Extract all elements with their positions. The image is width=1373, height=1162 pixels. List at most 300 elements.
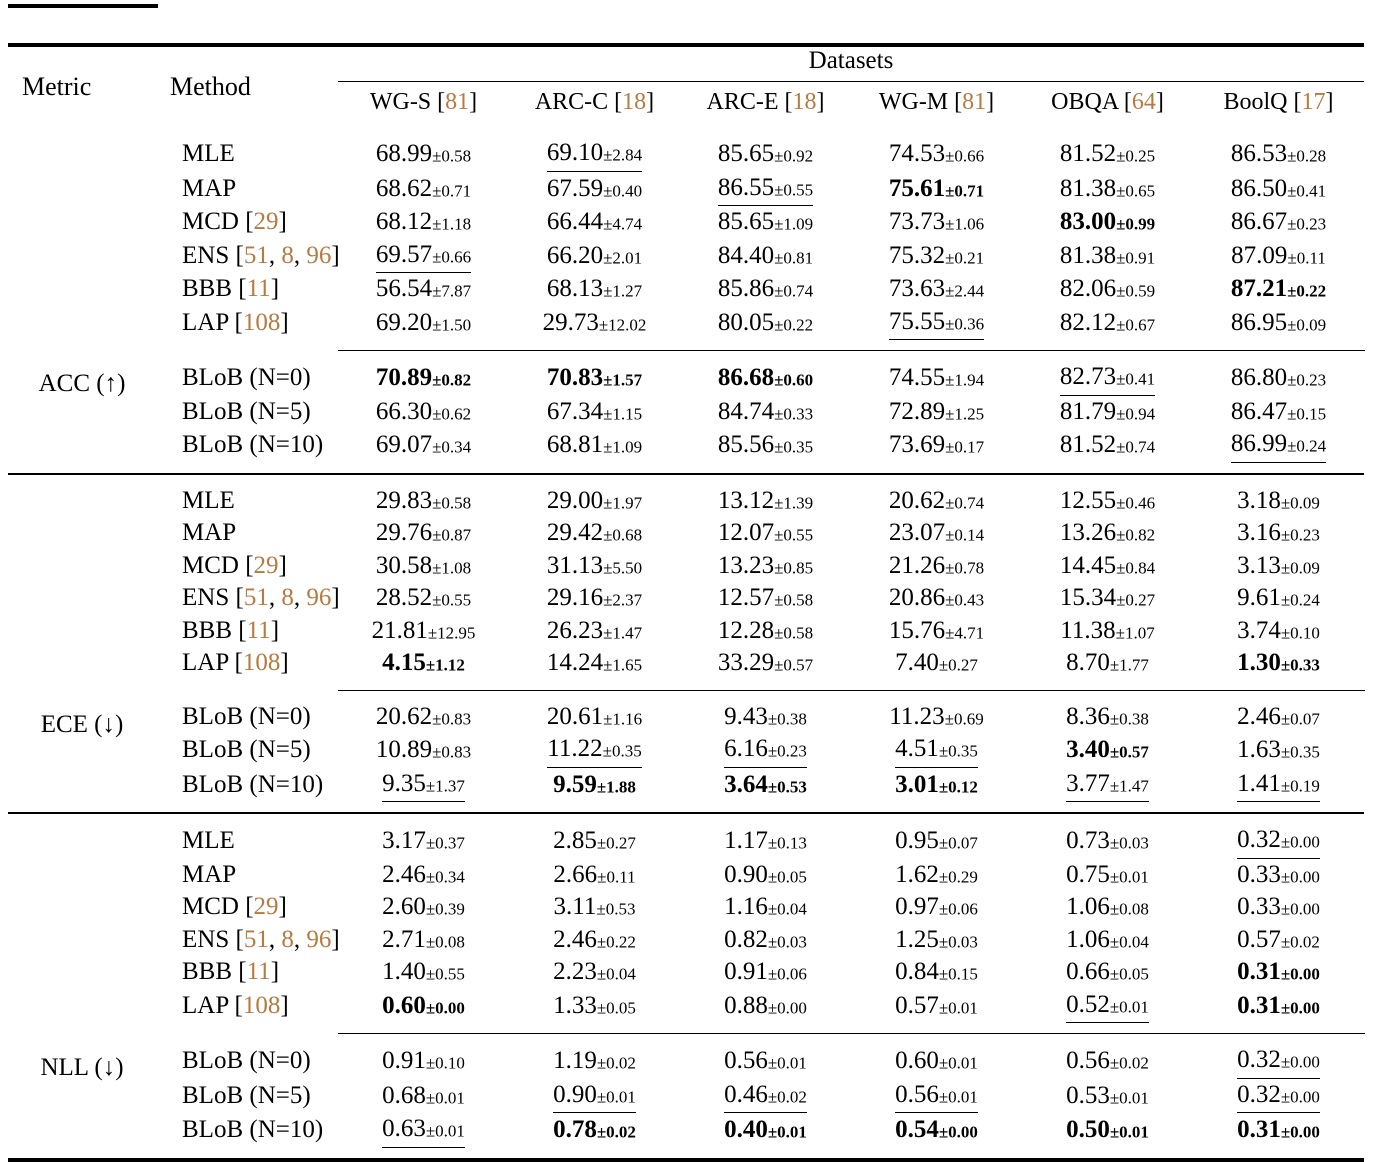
value-cell [1193, 517, 1364, 550]
table-row [8, 1113, 1365, 1160]
method-label: MLE [182, 486, 235, 514]
value-text: 75.61±0.71 [888, 174, 985, 202]
value-text: 0.33±0.00 [1237, 893, 1320, 920]
value-cell [338, 768, 509, 814]
header-metric: Metric [22, 72, 92, 101]
dataset-name: BoolQ [1223, 89, 1294, 115]
value-text: 86.53±0.28 [1230, 140, 1327, 167]
value-cell [1022, 859, 1193, 892]
method-label: BLoB (N=5) [182, 397, 311, 425]
value-text: 13.12±1.39 [717, 486, 814, 514]
value-cell [851, 306, 1022, 351]
table-row [8, 733, 1365, 768]
value-cell [680, 956, 851, 989]
value-cell [338, 351, 509, 396]
table-row [8, 396, 1365, 429]
value-cell [509, 733, 680, 768]
value-cell [338, 615, 509, 648]
header-dataset-arc-e [680, 82, 851, 128]
value-cell [509, 989, 680, 1034]
value-cell [509, 396, 680, 429]
table-row [8, 428, 1365, 474]
value-cell [851, 956, 1022, 989]
value-cell [1022, 582, 1193, 615]
value-text: 9.35±1.37 [382, 768, 465, 803]
value-text: 1.41±0.19 [1237, 768, 1320, 803]
value-text: 2.46±0.07 [1237, 702, 1320, 730]
value-cell [1193, 691, 1364, 734]
value-text: 7.40±0.27 [895, 649, 978, 676]
value-text: 0.57±0.01 [895, 991, 978, 1019]
value-cell [1193, 475, 1364, 518]
value-text: 0.91±0.10 [382, 1047, 465, 1074]
value-text: 69.07±0.34 [375, 431, 472, 458]
value-text: 87.21±0.22 [1230, 275, 1327, 302]
value-text: 12.57±0.58 [717, 584, 814, 611]
value-text: 8.36±0.38 [1066, 702, 1149, 730]
value-text: 86.67±0.23 [1230, 208, 1327, 235]
table-row [8, 814, 1365, 859]
method-label: BLoB (N=10) [182, 770, 324, 798]
value-text: 85.86±0.74 [717, 275, 814, 302]
metric-spacer [8, 582, 156, 615]
dataset-name: WG-M [878, 89, 955, 115]
value-cell [1022, 1113, 1193, 1160]
value-text: 0.73±0.03 [1066, 827, 1149, 854]
dataset-citation: [64] [1123, 89, 1164, 115]
value-cell [851, 239, 1022, 274]
value-cell [1022, 615, 1193, 648]
value-cell [1193, 989, 1364, 1034]
table-row [8, 1034, 1365, 1079]
value-cell [851, 768, 1022, 814]
value-text: 26.23±1.47 [546, 616, 643, 644]
value-cell [680, 615, 851, 648]
value-cell [680, 239, 851, 274]
value-text: 86.55±0.55 [718, 172, 813, 207]
header-method: Method [170, 72, 251, 101]
value-text: 72.89±1.25 [888, 397, 985, 425]
value-text: 2.23±0.04 [553, 958, 636, 985]
value-text: 0.82±0.03 [724, 925, 807, 953]
value-text: 23.07±0.14 [888, 519, 985, 546]
value-cell [1193, 396, 1364, 429]
value-cell [509, 273, 680, 306]
table-row [8, 647, 1365, 690]
value-cell [851, 989, 1022, 1034]
value-text: 68.99±0.58 [375, 140, 472, 167]
value-text: 82.12±0.67 [1059, 308, 1156, 336]
value-cell [509, 351, 680, 396]
value-text: 73.63±2.44 [888, 275, 985, 302]
table-row [8, 859, 1365, 892]
value-text: 81.38±0.65 [1059, 174, 1156, 202]
value-text: 29.83±0.58 [375, 486, 472, 514]
value-text: 66.44±4.74 [546, 208, 643, 235]
method-label: BLoB (N=0) [182, 364, 311, 391]
value-cell [1022, 956, 1193, 989]
value-cell [338, 206, 509, 239]
value-cell [1022, 396, 1193, 429]
metric-spacer [8, 956, 156, 989]
value-cell [1022, 351, 1193, 396]
value-cell [1193, 306, 1364, 351]
value-text: 0.31±0.00 [1237, 991, 1320, 1019]
value-cell [338, 127, 509, 172]
value-cell [1193, 615, 1364, 648]
table-row [8, 582, 1365, 615]
value-cell [509, 615, 680, 648]
value-cell [1193, 239, 1364, 274]
value-text: 2.60±0.39 [382, 893, 465, 920]
value-text: 1.33±0.05 [553, 991, 636, 1019]
metric-spacer [8, 517, 156, 550]
value-text: 0.91±0.06 [724, 958, 807, 985]
method-label: MAP [182, 860, 237, 888]
value-text: 0.31±0.00 [1237, 958, 1320, 985]
value-text: 12.28±0.58 [717, 616, 814, 644]
value-text: 12.07±0.55 [717, 519, 814, 546]
method-label: BBB [11] [182, 275, 280, 302]
value-text: 29.73±12.02 [542, 308, 647, 336]
value-cell [851, 615, 1022, 648]
value-cell [509, 475, 680, 518]
value-cell [509, 768, 680, 814]
value-cell [680, 550, 851, 583]
method-label: BLoB (N=0) [182, 1047, 311, 1074]
value-text: 73.73±1.06 [888, 208, 985, 235]
value-text: 0.78±0.02 [553, 1116, 636, 1143]
value-cell [1022, 691, 1193, 734]
metric-spacer [8, 615, 156, 648]
value-cell [1022, 768, 1193, 814]
value-cell [1022, 517, 1193, 550]
dataset-citation: [17] [1293, 89, 1334, 115]
method-label: ENS [51, 8, 96] [182, 584, 340, 611]
dataset-citation: [18] [784, 89, 825, 115]
value-text: 0.66±0.05 [1066, 958, 1149, 985]
table-row [8, 956, 1365, 989]
value-cell [509, 691, 680, 734]
value-text: 2.66±0.11 [553, 860, 636, 888]
value-cell [1022, 550, 1193, 583]
value-text: 68.81±1.09 [546, 431, 643, 458]
value-text: 86.68±0.60 [717, 364, 814, 391]
table-row [8, 550, 1365, 583]
value-cell [1193, 1034, 1364, 1079]
value-text: 87.09±0.11 [1231, 241, 1326, 269]
value-cell [338, 956, 509, 989]
value-text: 68.12±1.18 [375, 208, 472, 235]
value-text: 9.43±0.38 [724, 702, 807, 730]
value-text: 82.73±0.41 [1060, 361, 1155, 396]
value-cell [680, 396, 851, 429]
value-cell [680, 814, 851, 859]
value-cell [851, 127, 1022, 172]
value-text: 1.19±0.02 [553, 1047, 636, 1074]
value-cell [851, 691, 1022, 734]
value-cell [851, 172, 1022, 207]
value-text: 4.51±0.35 [895, 733, 978, 768]
metric-label: ACC (↑) [38, 370, 126, 397]
value-cell [338, 691, 509, 734]
value-text: 0.31±0.00 [1237, 1116, 1320, 1143]
value-text: 14.24±1.65 [546, 649, 643, 676]
value-cell [509, 582, 680, 615]
value-text: 0.60±0.00 [382, 991, 465, 1019]
value-text: 0.50±0.01 [1066, 1116, 1149, 1143]
value-text: 73.69±0.17 [888, 431, 985, 458]
value-cell [851, 428, 1022, 474]
value-cell [680, 206, 851, 239]
value-text: 3.18±0.09 [1237, 486, 1320, 514]
value-text: 0.52±0.01 [1066, 989, 1149, 1024]
method-label: BLoB (N=0) [182, 702, 311, 730]
value-cell [680, 582, 851, 615]
value-cell [680, 733, 851, 768]
value-cell [1193, 924, 1364, 957]
value-cell [680, 1034, 851, 1079]
value-text: 15.34±0.27 [1059, 584, 1156, 611]
value-cell [1193, 859, 1364, 892]
header-dataset-obqa [1022, 82, 1193, 128]
method-label: MLE [182, 827, 235, 854]
value-text: 75.32±0.21 [888, 241, 985, 269]
value-text: 20.86±0.43 [888, 584, 985, 611]
value-text: 0.32±0.00 [1237, 824, 1320, 859]
value-text: 1.06±0.04 [1066, 925, 1149, 953]
value-cell [1022, 206, 1193, 239]
value-cell [509, 924, 680, 957]
value-cell [680, 273, 851, 306]
value-text: 3.40±0.57 [1066, 736, 1149, 763]
value-cell [680, 691, 851, 734]
value-cell [851, 814, 1022, 859]
value-text: 9.61±0.24 [1237, 584, 1320, 611]
value-cell [680, 127, 851, 172]
value-text: 69.20±1.50 [375, 308, 472, 336]
value-text: 70.83±1.57 [546, 364, 643, 391]
results-table [8, 43, 1365, 1162]
value-cell [1022, 733, 1193, 768]
value-cell [509, 1034, 680, 1079]
value-cell [851, 475, 1022, 518]
method-label: LAP [108] [182, 308, 289, 336]
value-cell [509, 1079, 680, 1114]
value-text: 0.95±0.07 [895, 827, 978, 854]
table-row [8, 306, 1365, 351]
value-text: 29.42±0.68 [546, 519, 643, 546]
value-text: 82.06±0.59 [1059, 275, 1156, 302]
value-cell [509, 428, 680, 474]
header-dataset-boolq [1193, 82, 1364, 128]
value-cell [509, 172, 680, 207]
table-row [8, 989, 1365, 1034]
table-row [8, 924, 1365, 957]
value-cell [851, 206, 1022, 239]
value-text: 28.52±0.55 [375, 584, 472, 611]
value-cell [851, 1034, 1022, 1079]
value-cell [680, 768, 851, 814]
table-row [8, 351, 1365, 396]
value-text: 0.56±0.01 [895, 1079, 978, 1114]
method-label: BLoB (N=10) [182, 1116, 324, 1143]
value-cell [509, 206, 680, 239]
value-text: 3.64±0.53 [724, 770, 807, 798]
method-label: MCD [29] [182, 893, 287, 920]
value-cell [338, 517, 509, 550]
value-cell [338, 475, 509, 518]
value-text: 67.34±1.15 [546, 397, 643, 425]
value-text: 85.56±0.35 [717, 431, 814, 458]
dataset-name: OBQA [1051, 89, 1124, 115]
value-cell [851, 351, 1022, 396]
value-cell [1193, 273, 1364, 306]
value-cell [851, 582, 1022, 615]
previous-table-rule-fragment [8, 4, 158, 8]
table-row [8, 475, 1365, 518]
value-text: 3.77±1.47 [1066, 768, 1149, 803]
value-text: 68.62±0.71 [375, 174, 472, 202]
method-label: BBB [11] [182, 958, 280, 985]
value-text: 14.45±0.84 [1059, 551, 1156, 579]
table-body [8, 45, 1365, 1162]
method-label: ENS [51, 8, 96] [182, 925, 340, 953]
value-cell [1022, 306, 1193, 351]
value-text: 86.95±0.09 [1230, 308, 1327, 336]
value-cell [338, 306, 509, 351]
header-dataset-wg-m [851, 82, 1022, 128]
value-cell [1193, 956, 1364, 989]
rule-row [8, 1160, 1365, 1162]
value-text: 0.56±0.02 [1066, 1047, 1149, 1074]
value-cell [338, 647, 509, 690]
value-cell [509, 239, 680, 274]
value-cell [851, 859, 1022, 892]
value-cell [338, 172, 509, 207]
value-cell [338, 396, 509, 429]
metric-spacer [8, 924, 156, 957]
value-text: 69.57±0.66 [376, 239, 471, 274]
method-label: MAP [182, 174, 237, 202]
table-row [8, 1079, 1365, 1114]
value-cell [680, 647, 851, 690]
value-text: 2.71±0.08 [382, 925, 465, 953]
value-cell [1193, 891, 1364, 924]
value-cell [509, 550, 680, 583]
table-row [8, 127, 1365, 172]
value-cell [338, 924, 509, 957]
value-text: 56.54±7.87 [375, 275, 472, 302]
value-cell [509, 127, 680, 172]
value-cell [1193, 428, 1364, 474]
value-cell [680, 891, 851, 924]
value-cell [338, 814, 509, 859]
header-row-top [8, 47, 1365, 82]
value-text: 20.62±0.83 [375, 702, 472, 730]
value-text: 0.90±0.05 [724, 860, 807, 888]
value-cell [338, 891, 509, 924]
value-cell [680, 351, 851, 396]
value-text: 29.76±0.87 [375, 519, 472, 546]
metric-label: NLL (↓) [40, 1054, 124, 1081]
value-cell [1022, 814, 1193, 859]
value-text: 15.76±4.71 [888, 616, 985, 644]
value-text: 1.16±0.04 [724, 893, 807, 920]
value-text: 67.59±0.40 [546, 174, 643, 202]
value-cell [509, 814, 680, 859]
table-row [8, 691, 1365, 734]
value-text: 1.40±0.55 [382, 958, 465, 985]
value-text: 75.55±0.36 [889, 306, 984, 341]
table-row [8, 206, 1365, 239]
value-text: 83.00±0.99 [1059, 208, 1156, 235]
value-text: 3.16±0.23 [1237, 519, 1320, 546]
method-label: ENS [51, 8, 96] [182, 241, 340, 269]
value-text: 70.89±0.82 [375, 364, 472, 391]
value-cell [680, 517, 851, 550]
value-cell [851, 647, 1022, 690]
value-text: 84.74±0.33 [717, 397, 814, 425]
metric-spacer [8, 475, 156, 518]
value-cell [1193, 127, 1364, 172]
value-text: 0.54±0.00 [895, 1116, 978, 1143]
header-dataset-wg-s [338, 82, 509, 128]
value-text: 3.74±0.10 [1237, 616, 1320, 644]
value-text: 86.80±0.23 [1230, 364, 1327, 391]
value-cell [338, 1079, 509, 1114]
value-cell [1193, 351, 1364, 396]
value-text: 11.22±0.35 [547, 733, 641, 768]
value-text: 0.88±0.00 [724, 991, 807, 1019]
value-cell [338, 1113, 509, 1160]
value-text: 12.55±0.46 [1059, 486, 1156, 514]
value-text: 0.60±0.01 [895, 1047, 978, 1074]
value-cell [1193, 814, 1364, 859]
value-text: 0.33±0.00 [1237, 860, 1320, 888]
value-cell [680, 859, 851, 892]
table-row [8, 891, 1365, 924]
value-cell [338, 239, 509, 274]
dataset-citation: [81] [954, 89, 995, 115]
value-text: 3.13±0.09 [1237, 551, 1320, 579]
value-text: 0.32±0.00 [1237, 1044, 1320, 1079]
value-cell [338, 859, 509, 892]
value-text: 0.46±0.02 [724, 1079, 807, 1114]
table-row [8, 273, 1365, 306]
value-text: 3.01±0.12 [895, 770, 978, 798]
value-cell [509, 859, 680, 892]
metric-spacer [8, 814, 156, 859]
value-text: 2.46±0.34 [382, 860, 465, 888]
method-label: MLE [182, 140, 235, 167]
value-text: 11.23±0.69 [889, 702, 984, 730]
value-text: 0.32±0.00 [1237, 1079, 1320, 1114]
value-cell [338, 428, 509, 474]
value-cell [680, 475, 851, 518]
value-cell [1022, 1034, 1193, 1079]
metric-spacer [8, 127, 156, 172]
value-text: 86.47±0.15 [1230, 397, 1327, 425]
value-cell [509, 956, 680, 989]
metric-spacer [8, 172, 156, 207]
value-text: 6.16±0.23 [724, 733, 807, 768]
value-cell [1022, 475, 1193, 518]
value-cell [1193, 647, 1364, 690]
value-text: 4.15±1.12 [382, 649, 465, 676]
value-text: 8.70±1.77 [1066, 649, 1149, 676]
value-text: 1.25±0.03 [895, 925, 978, 953]
